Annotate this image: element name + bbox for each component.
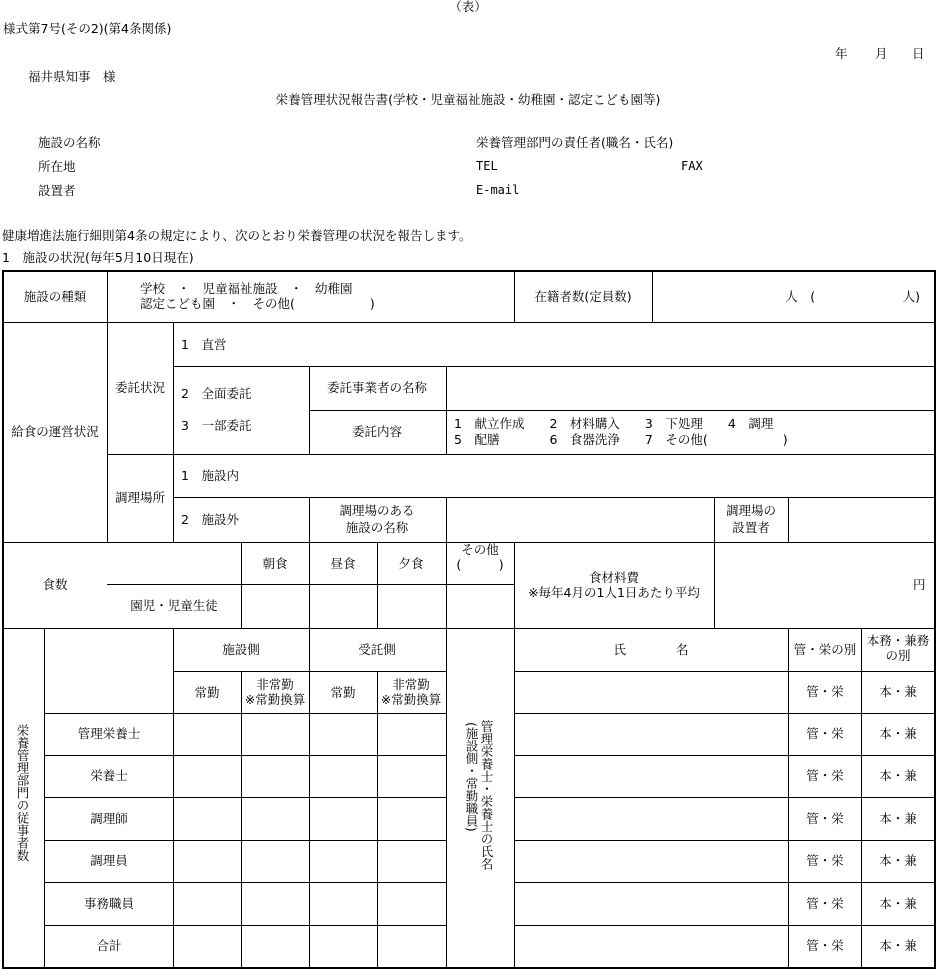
kan-ei-option[interactable]: 管・栄 bbox=[806, 896, 844, 911]
fulltime-header-contractor: 常勤 bbox=[330, 685, 356, 700]
option-direct: 1 直営 bbox=[181, 337, 227, 352]
document-title: 栄養管理状況報告書(学校・児童福祉施設・幼稚園・認定こども園等) bbox=[275, 92, 661, 107]
hon-ken-option[interactable]: 本・兼 bbox=[879, 938, 917, 953]
intro-text: 健康増進法施行細則第4条の規定により、次のとおり栄養管理の状況を報告します。 bbox=[2, 228, 472, 243]
addressee: 福井県知事 様 bbox=[28, 69, 116, 84]
outsourcing-contents-line1: 1 献立作成 2 材料購入 3 下処理 4 調理 bbox=[454, 416, 774, 431]
name-header: 氏 名 bbox=[613, 642, 689, 657]
row-label-cook: 調理員 bbox=[90, 853, 128, 868]
outsourcing-contents-label: 委託内容 bbox=[351, 424, 403, 439]
kan-ei-header: 管・栄の別 bbox=[793, 642, 857, 657]
facility-name-label: 施設の名称 bbox=[38, 135, 101, 150]
outsourcing-status-label: 委託状況 bbox=[114, 380, 166, 395]
other-meal-header-1: その他 bbox=[461, 542, 499, 557]
hon-ken-option[interactable]: 本・兼 bbox=[879, 896, 917, 911]
staff-count-label: 栄養管理部門の従事者数 bbox=[15, 724, 30, 862]
hon-ken-header-2: の別 bbox=[885, 648, 911, 663]
meal-operation-label: 給食の運営状況 bbox=[11, 424, 99, 439]
hon-ken-option[interactable]: 本・兼 bbox=[879, 684, 917, 699]
dietitian-names-sublabel: (施設側・常勤職員) bbox=[464, 722, 479, 832]
hon-ken-option[interactable]: 本・兼 bbox=[879, 768, 917, 783]
food-cost-note: ※毎年4月の1人1日あたり平均 bbox=[528, 585, 700, 600]
breakfast-header: 朝食 bbox=[262, 556, 288, 571]
option-full-outsourcing: 2 全面委託 bbox=[181, 386, 252, 401]
facility-type-options-line1: 学校 ・ 児童福祉施設 ・ 幼稚園 bbox=[140, 281, 353, 296]
fulltime-header-facility: 常勤 bbox=[194, 685, 220, 700]
date-day: 日 bbox=[912, 46, 925, 61]
hon-ken-header-1: 本務・兼務 bbox=[866, 633, 930, 648]
kan-ei-option[interactable]: 管・栄 bbox=[806, 853, 844, 868]
row-label-total: 合計 bbox=[96, 938, 122, 953]
hon-ken-option[interactable]: 本・兼 bbox=[879, 726, 917, 741]
manager-label: 栄養管理部門の責任者(職名・氏名) bbox=[476, 135, 674, 150]
kitchen-facility-name-label-2: 施設の名称 bbox=[345, 520, 409, 535]
fax-label: FAX bbox=[681, 159, 703, 173]
omote-label: （表） bbox=[449, 0, 487, 14]
contractor-side-header: 受託側 bbox=[358, 642, 396, 657]
parttime-header-contractor-2: ※常勤換算 bbox=[380, 692, 442, 707]
kan-ei-option[interactable]: 管・栄 bbox=[806, 768, 844, 783]
outsourcing-contents-line2: 5 配膳 6 食器洗浄 7 その他( ) bbox=[454, 432, 788, 447]
row-label-dietitian: 栄養士 bbox=[90, 768, 128, 783]
founder-label: 設置者 bbox=[38, 183, 76, 198]
facility-side-header: 施設側 bbox=[222, 642, 260, 657]
option-inside-facility: 1 施設内 bbox=[181, 468, 239, 483]
row-label-registered-dietitian: 管理栄養士 bbox=[77, 726, 141, 741]
kitchen-founder-label-2: 設置者 bbox=[732, 520, 770, 535]
hon-ken-option[interactable]: 本・兼 bbox=[879, 811, 917, 826]
contractor-name-label: 委託事業者の名称 bbox=[326, 380, 428, 395]
hon-ken-option[interactable]: 本・兼 bbox=[879, 853, 917, 868]
row-label-cook-licensed: 調理師 bbox=[90, 811, 128, 826]
address-label: 所在地 bbox=[38, 159, 76, 174]
enrolled-count-value: 人 ( 人) bbox=[785, 289, 920, 304]
tel-label: TEL bbox=[476, 159, 498, 173]
dinner-header: 夕食 bbox=[398, 556, 424, 571]
option-outside-facility: 2 施設外 bbox=[181, 512, 239, 527]
kan-ei-option[interactable]: 管・栄 bbox=[806, 684, 844, 699]
kan-ei-option[interactable]: 管・栄 bbox=[806, 938, 844, 953]
form-number: 様式第7号(その2)(第4条関係) bbox=[3, 21, 172, 36]
parttime-header-facility-1: 非常勤 bbox=[256, 677, 294, 692]
meal-count-label: 食数 bbox=[42, 577, 68, 592]
other-meal-header-2: ( ) bbox=[456, 557, 504, 572]
yen-unit: 円 bbox=[913, 577, 926, 592]
children-students-label: 園児・児童生徒 bbox=[130, 598, 218, 613]
kitchen-founder-label-1: 調理場の bbox=[725, 503, 777, 518]
date-year: 年 bbox=[835, 46, 848, 61]
parttime-header-facility-2: ※常勤換算 bbox=[244, 692, 306, 707]
food-cost-label: 食材料費 bbox=[588, 570, 640, 585]
email-label: E-mail bbox=[476, 183, 520, 197]
date-month: 月 bbox=[875, 46, 888, 61]
parttime-header-contractor-1: 非常勤 bbox=[392, 677, 430, 692]
section-1-heading: 1 施設の状況(毎年5月10日現在) bbox=[2, 250, 194, 265]
kitchen-facility-name-label-1: 調理場のある bbox=[339, 503, 415, 518]
row-label-office-staff: 事務職員 bbox=[83, 896, 135, 911]
enrolled-count-label: 在籍者数(定員数) bbox=[534, 289, 632, 304]
option-partial-outsourcing: 3 一部委託 bbox=[181, 418, 252, 433]
facility-type-label: 施設の種類 bbox=[23, 289, 87, 304]
dietitian-names-label: 管理栄養士・栄養士の氏名 bbox=[479, 720, 494, 870]
kan-ei-option[interactable]: 管・栄 bbox=[806, 811, 844, 826]
lunch-header: 昼食 bbox=[330, 556, 356, 571]
kan-ei-option[interactable]: 管・栄 bbox=[806, 726, 844, 741]
kitchen-location-label: 調理場所 bbox=[114, 490, 166, 505]
facility-type-options-line2: 認定こども園 ・ その他( ) bbox=[140, 296, 375, 311]
